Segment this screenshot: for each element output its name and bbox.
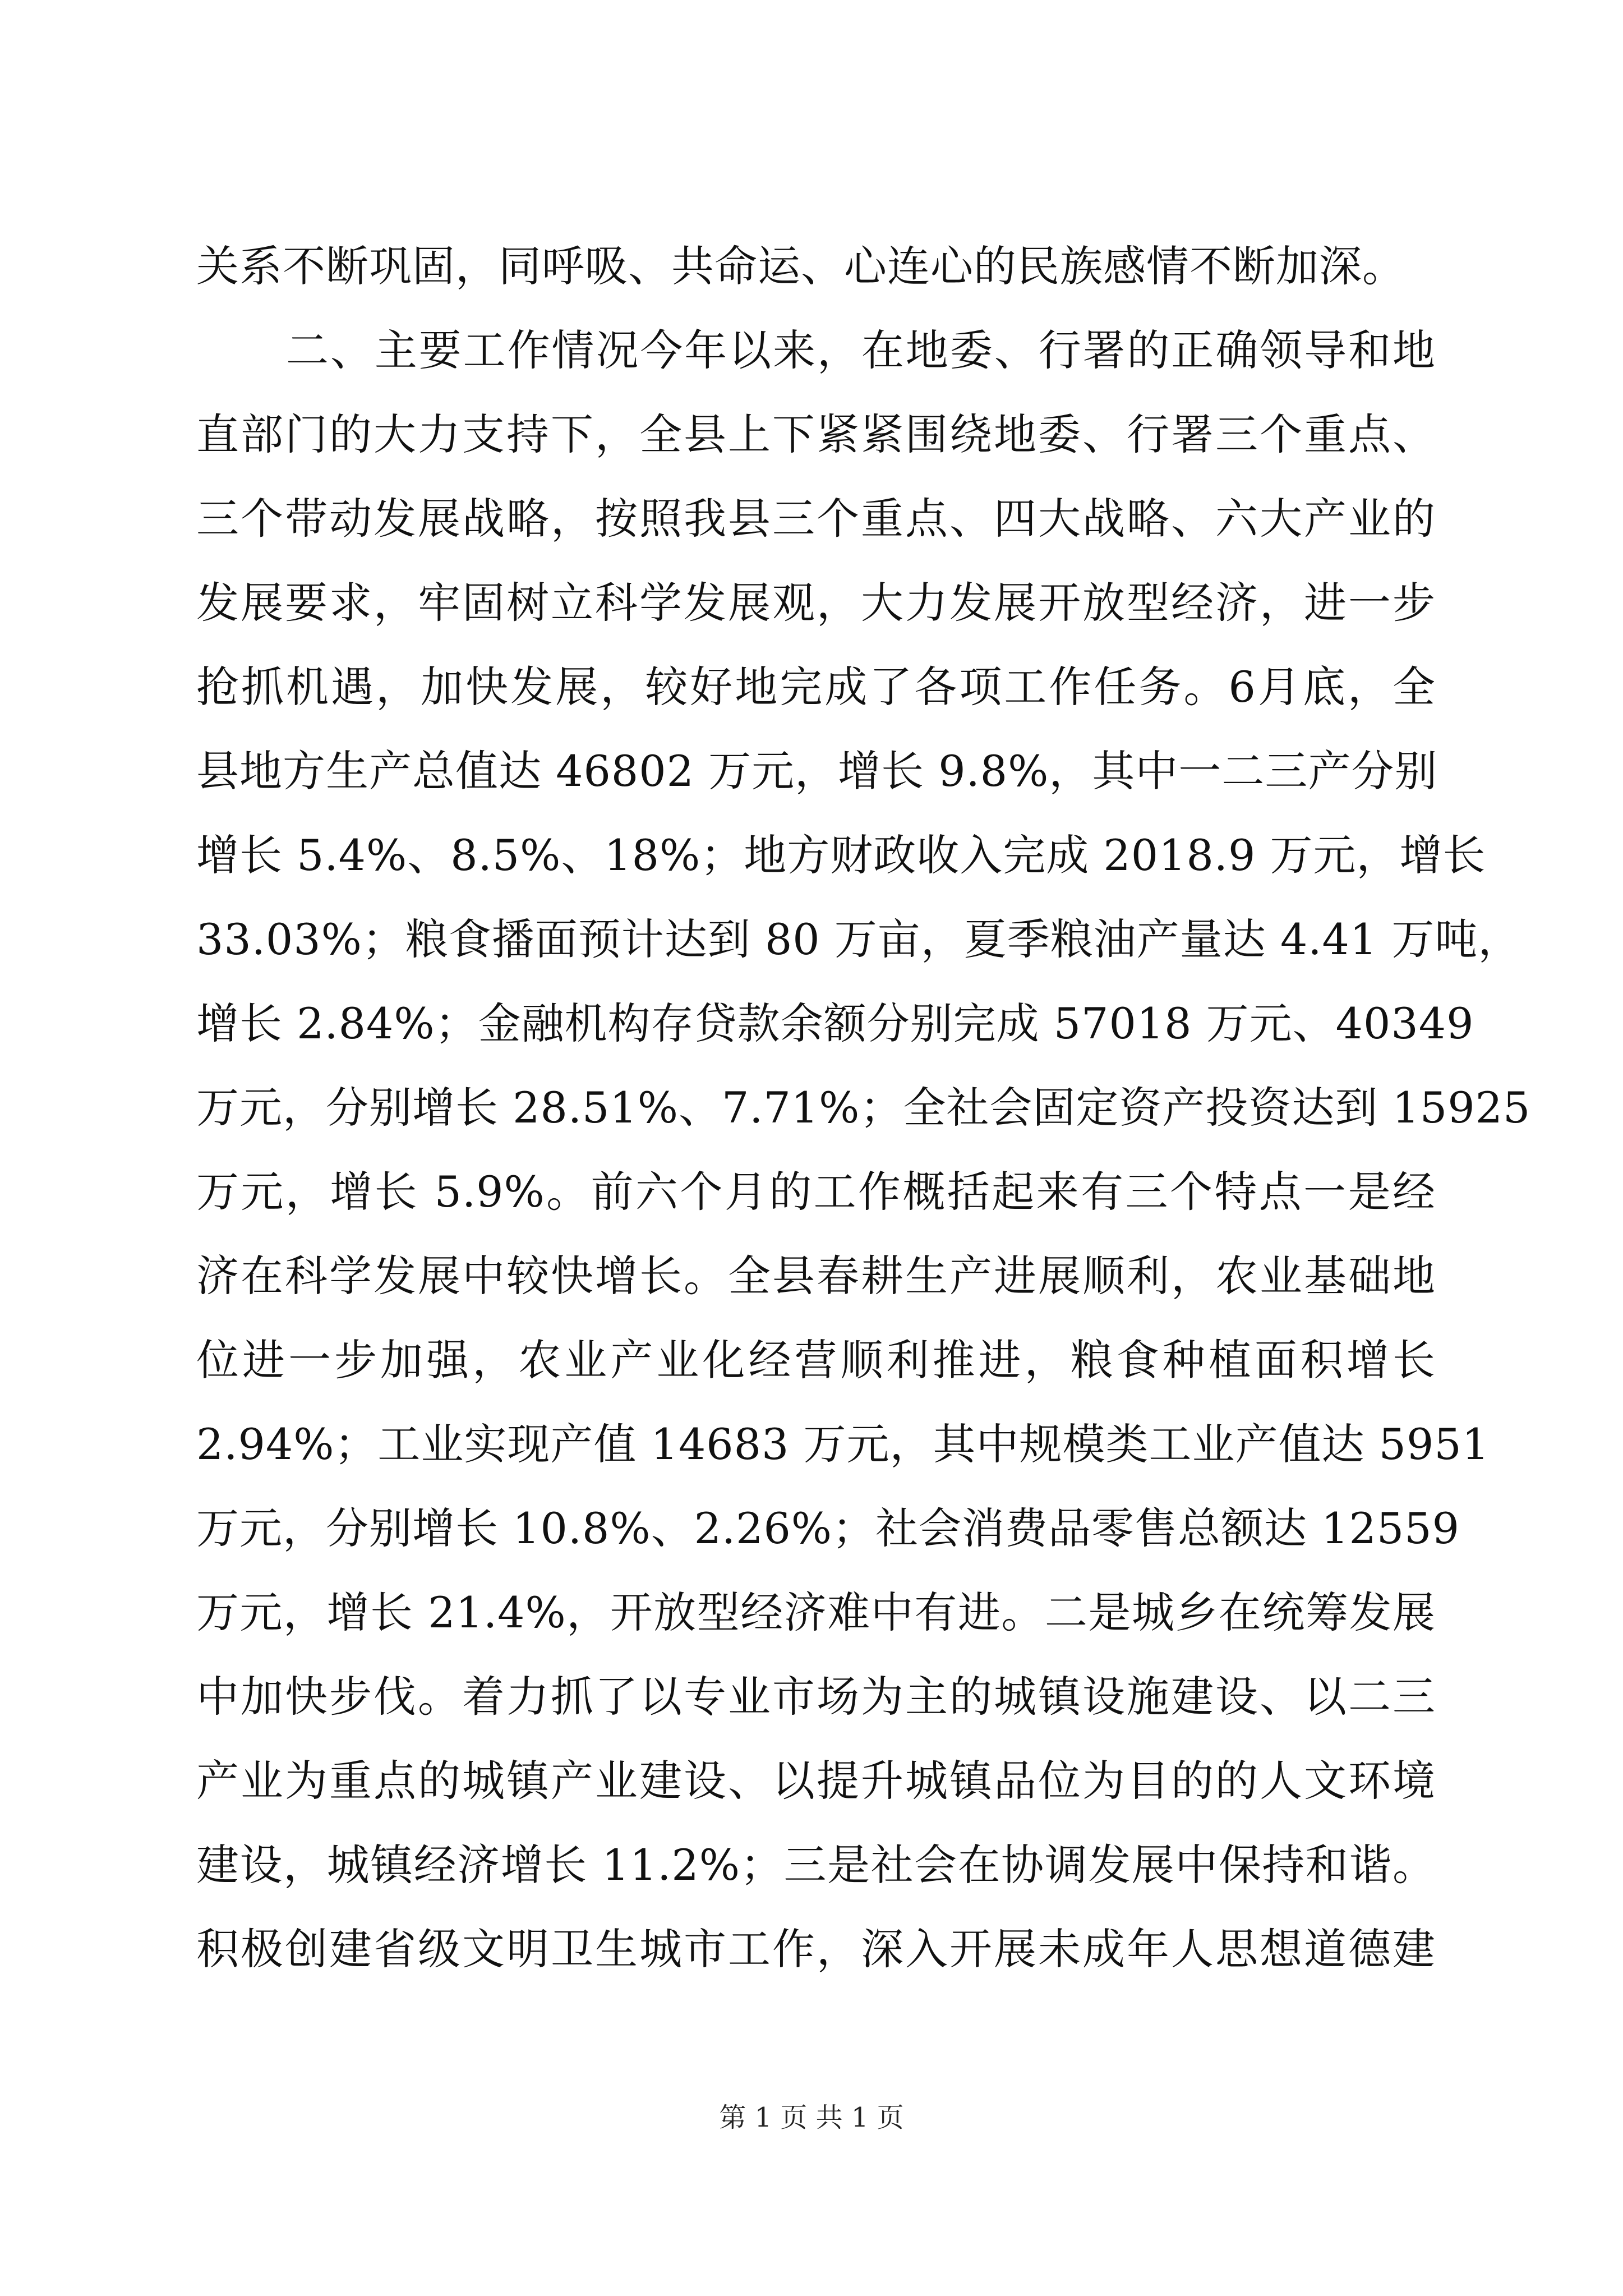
text-line: 增长 2.84%；金融机构存贷款余额分别完成 57018 万元、40349 [196, 999, 1474, 1048]
text-line: 33.03%；粮食播面预计达到 80 万亩，夏季粮油产量达 4.41 万吨， [196, 914, 1521, 964]
text-line: 万元，分别增长 28.51%、7.71%；全社会固定资产投资达到 15925 [196, 1083, 1531, 1133]
text-line: 三个带动发展战略，按照我县三个重点、四大战略、六大产业的 [196, 494, 1436, 544]
body-text [196, 224, 1531, 1991]
text-line: 增长 5.4%、8.5%、18%；地方财政收入完成 2018.9 万元，增长 [196, 830, 1486, 880]
text-line: 2.94%；工业实现产值 14683 万元，其中规模类工业产值达 5951 [196, 1419, 1490, 1469]
text-line: 万元，增长 5.9%。前六个月的工作概括起来有三个特点一是经 [196, 1167, 1436, 1217]
text-line: 建设，城镇经济增长 11.2%；三是社会在协调发展中保持和谐。 [196, 1840, 1436, 1890]
text-line: 县地方生产总值达 46802 万元，增长 9.8%，其中一二三产分别 [196, 746, 1438, 796]
text-line: 二、主要工作情况今年以来，在地委、行署的正确领导和地 [286, 325, 1436, 375]
text-line: 位进一步加强，农业产业化经营顺利推进，粮食种植面积增长 [196, 1335, 1436, 1385]
text-line: 抢抓机遇，加快发展，较好地完成了各项工作任务。6月底，全 [196, 662, 1436, 712]
text-line: 济在科学发展中较快增长。全县春耕生产进展顺利，农业基础地 [196, 1251, 1436, 1301]
text-line: 积极创建省级文明卫生城市工作，深入开展未成年人思想道德建 [196, 1924, 1436, 1974]
text-line: 直部门的大力支持下，全县上下紧紧围绕地委、行署三个重点、 [196, 409, 1436, 459]
text-line: 发展要求，牢固树立科学发展观，大力发展开放型经济，进一步 [196, 578, 1436, 628]
text-line: 万元，增长 21.4%，开放型经济难中有进。二是城乡在统筹发展 [196, 1588, 1436, 1637]
text-line: 关系不断巩固，同呼吸、共命运、心连心的民族感情不断加深。 [196, 241, 1405, 291]
text-line: 中加快步伐。着力抓了以专业市场为主的城镇设施建设、以二三 [196, 1672, 1436, 1722]
text-line: 万元，分别增长 10.8%、2.26%；社会消费品零售总额达 12559 [196, 1503, 1460, 1553]
page-footer: 第 1 页 共 1 页 [719, 2102, 904, 2133]
text-line: 产业为重点的城镇产业建设、以提升城镇品位为目的的人文环境 [196, 1756, 1436, 1806]
